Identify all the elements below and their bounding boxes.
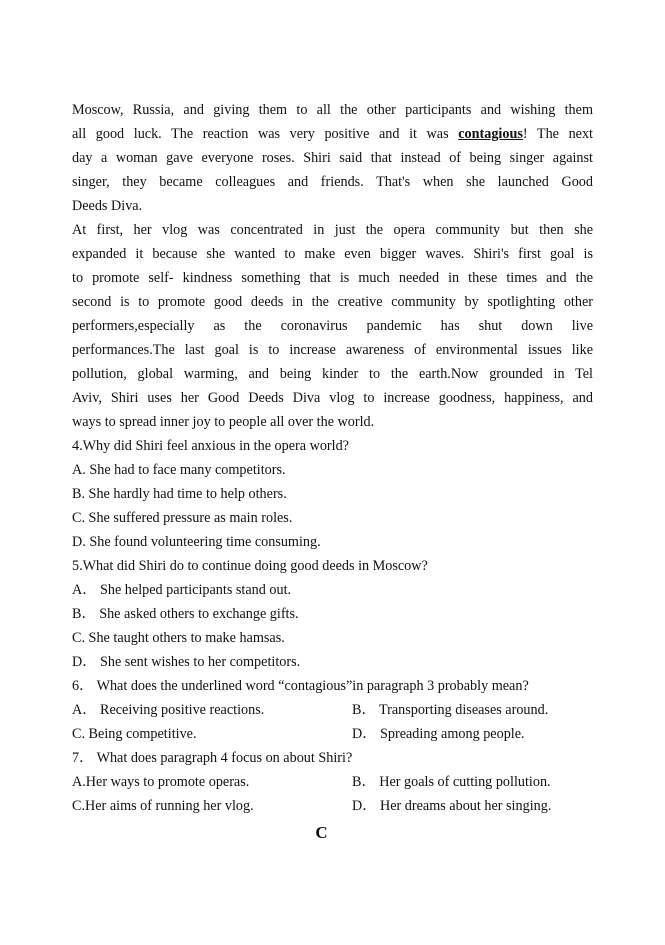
option-c: C.Her aims of running her vlog.: [72, 798, 254, 814]
question-stem: 6． What does the underlined word “contagious”in paragraph 3 probably mean?: [72, 678, 529, 694]
text-line: Moscow, Russia, and giving them to all the other participants and wishing them: [72, 102, 593, 118]
text-line: to promote self- kindness something that is much needed in these times and the: [72, 270, 593, 286]
text-line: day a woman gave everyone roses. Shiri said that instead of being singer against: [72, 150, 593, 166]
option-a: A． Receiving positive reactions.: [72, 702, 265, 718]
text-line: singer, they became colleagues and friends. That's when she launched Good: [72, 174, 593, 190]
option-b: B. She hardly had time to help others.: [72, 486, 287, 502]
text-line: Deeds Diva.: [72, 198, 143, 214]
option-c: C. She suffered pressure as main roles.: [72, 510, 293, 526]
question-7: [72, 746, 593, 818]
document-content: [72, 98, 593, 848]
option-d: D． Her dreams about her singing.: [352, 798, 552, 814]
option-d: D． She sent wishes to her competitors.: [72, 654, 301, 670]
option-b: B． She asked others to exchange gifts.: [72, 606, 299, 622]
paragraph-4: [72, 218, 593, 434]
text-line: At first, her vlog was concentrated in just the opera community but then she: [72, 222, 593, 238]
question-6: [72, 674, 593, 746]
option-row: [72, 698, 593, 722]
option-d: D. She found volunteering time consuming.: [72, 534, 321, 550]
text-line: performances.The last goal is to increase awareness of environmental issues like: [72, 342, 593, 358]
underlined-word: contagious: [458, 126, 523, 142]
text-fragment: ! The next: [522, 126, 594, 142]
text-line: expanded it because she wanted to make even bigger waves. Shiri's first goal is: [72, 246, 593, 262]
option-row: [72, 722, 593, 746]
option-b: B． Her goals of cutting pollution.: [352, 774, 551, 790]
option-b: B． Transporting diseases around.: [352, 702, 549, 718]
question-stem: 7． What does paragraph 4 focus on about Shiri?: [72, 750, 353, 766]
option-a: A. She had to face many competitors.: [72, 462, 286, 478]
paragraph-3: [72, 98, 593, 218]
text-line: pollution, global warming, and being kinder to the earth.Now grounded in Tel: [72, 366, 593, 382]
question-stem: 5.What did Shiri do to continue doing good deeds in Moscow?: [72, 558, 428, 574]
text-line: ways to spread inner joy to people all over the world.: [72, 414, 375, 430]
text-fragment: all good luck. The reaction was very positive and it was: [72, 126, 459, 142]
text-line: [72, 122, 593, 146]
text-line: Aviv, Shiri uses her Good Deeds Diva vlog to increase goodness, happiness, and: [72, 390, 593, 406]
text-line: performers,especially as the coronavirus pandemic has shut down live: [72, 318, 593, 334]
option-a: A． She helped participants stand out.: [72, 582, 292, 598]
option-c: C. She taught others to make hamsas.: [72, 630, 285, 646]
option-d: D． Spreading among people.: [352, 726, 525, 742]
option-row: [72, 794, 593, 818]
option-a: A.Her ways to promote operas.: [72, 774, 250, 790]
question-stem: 4.Why did Shiri feel anxious in the opera world?: [72, 438, 349, 454]
text-line: second is to promote good deeds in the creative community by spotlighting other: [72, 294, 593, 310]
question-5: [72, 554, 593, 674]
option-c: C. Being competitive.: [72, 726, 197, 742]
question-4: [72, 434, 593, 554]
option-row: [72, 770, 593, 794]
section-heading: C: [315, 823, 328, 842]
